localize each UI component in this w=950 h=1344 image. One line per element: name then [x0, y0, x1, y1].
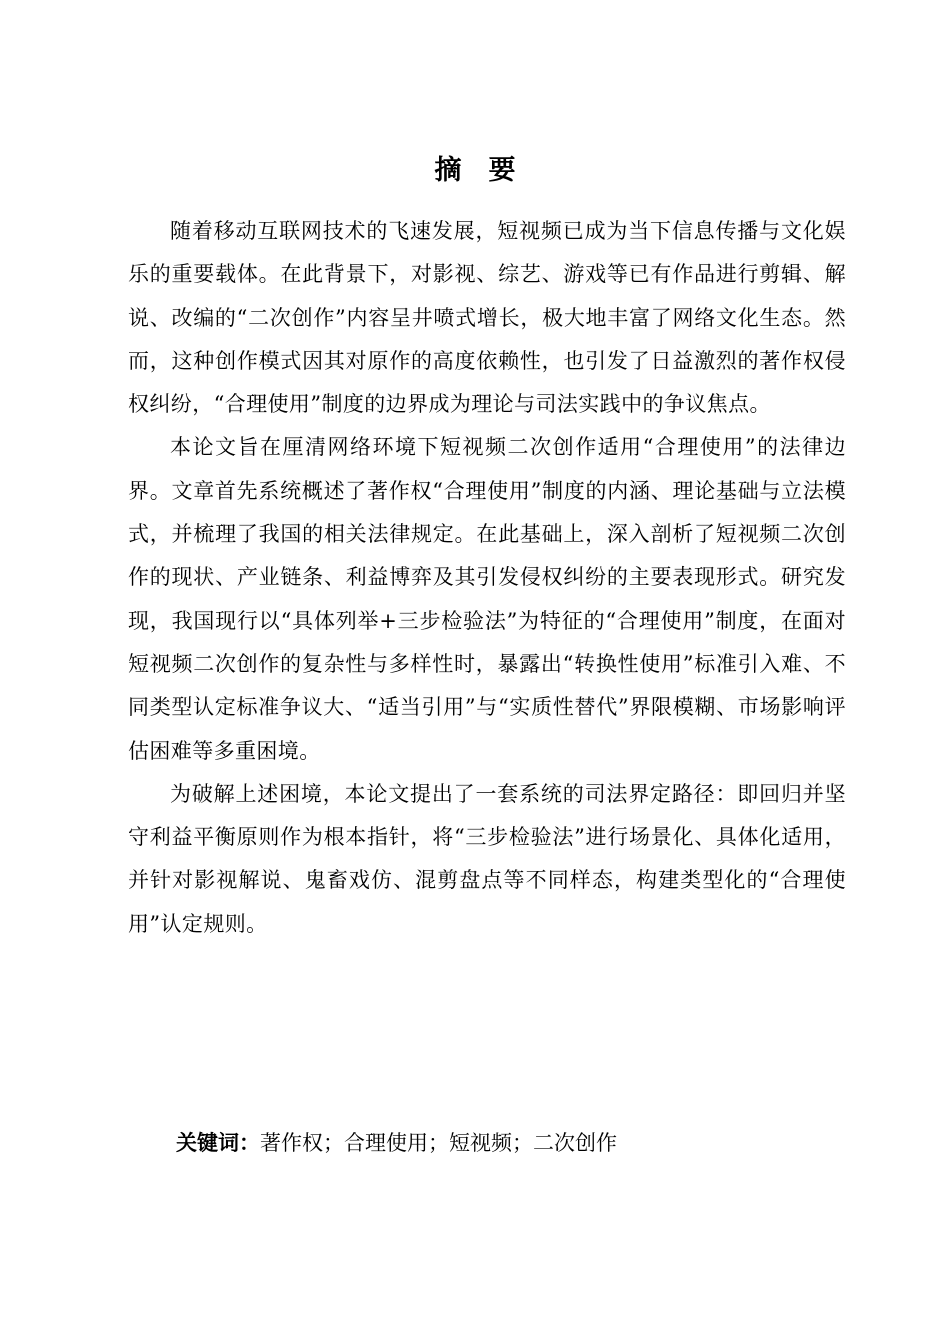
abstract-paragraph-2: 本论文旨在厘清网络环境下短视频二次创作适用“合理使用”的法律边界。文章首先系统概述了著作权“合理使用”制度的内涵、理论基础与立法模式，并梳理了我国的相关法律规定。在此基础上，深入剖析了短视频二次创作的现状、产业链条、利益博弈及其引发侵权纠纷的主要表现形式。研究发现，我国现行以“具体列举+三步检验法”为特征的“合理使用”制度，在面对短视频二次创作的复杂性与多样性时，暴露出“转换性使用”标准引入难、不同类型认定标准争议大、“适当引用”与“实质性替代”界限模糊、市场影响评估困难等多重困境。: [128, 435, 846, 763]
abstract-paragraph-3: 为破解上述困境，本论文提出了一套系统的司法界定路径：即回归并坚守利益平衡原则作为根本指针，将“三步检验法”进行场景化、具体化适用，并针对影视解说、鬼畜戏仿、混剪盘点等不同样态，构建类型化的“合理使用”认定规则。: [128, 781, 846, 936]
keywords-text: 著作权；合理使用；短视频；二次创作: [260, 1131, 617, 1155]
abstract-body: [128, 210, 846, 946]
abstract-paragraph-1: 随着移动互联网技术的飞速发展，短视频已成为当下信息传播与文化娱乐的重要载体。在此背景下，对影视、综艺、游戏等已有作品进行剪辑、解说、改编的“二次创作”内容呈井喷式增长，极大地丰富了网络文化生态。然而，这种创作模式因其对原作的高度依赖性，也引发了日益激烈的著作权侵权纠纷，“合理使用”制度的边界成为理论与司法实践中的争议焦点。: [128, 219, 846, 417]
abstract-title: 摘 要: [434, 155, 516, 186]
keywords-line: [176, 1122, 617, 1165]
keywords-label: 关键词：: [176, 1131, 260, 1155]
